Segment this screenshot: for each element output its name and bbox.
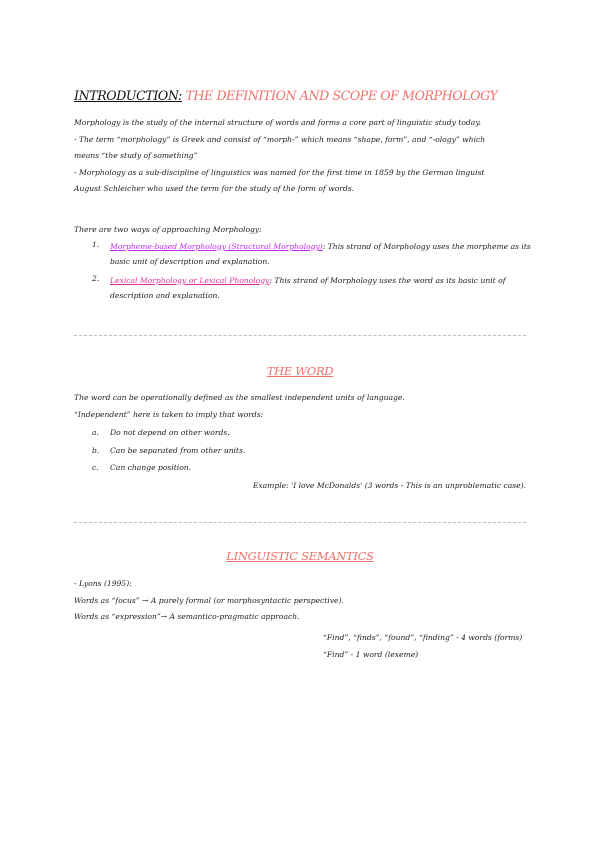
intro-heading-lead: INTRODUCTION: <box>74 88 182 103</box>
intro-line: - The term “morphology” is Greek and consist of “morph-” which means “shape, form”, and “-ology” which <box>74 134 486 144</box>
list-item-number: 1. <box>92 240 100 249</box>
semantics-line: - Lyons (1995): <box>74 579 132 588</box>
list-item-desc: : This strand of Morphology uses the morpheme as its basic unit of description and explanation. <box>110 242 531 266</box>
intro-heading <box>74 90 497 102</box>
intro-line: Morphology is the study of the internal structure of words and forms a core part of linguistic study today. <box>74 118 482 127</box>
semantics-line: Words as “focus” → A purely formal (or morphosyntactic perspective). <box>74 595 344 605</box>
semantics-paragraph <box>74 578 534 623</box>
list-item-marker: b. <box>92 445 100 455</box>
ways-intro <box>74 224 534 236</box>
list-item <box>92 462 245 474</box>
word-criteria-list <box>92 427 245 474</box>
list-item-marker: a. <box>92 428 99 437</box>
ways-intro-text: There are two ways of approaching Morphology: <box>74 225 262 234</box>
word-line: The word can be operationally defined as the smallest independent units of language. <box>74 393 405 402</box>
intro-line: means “the study of something” <box>74 151 198 160</box>
list-item-marker: c. <box>92 463 99 472</box>
list-item <box>92 273 532 303</box>
word-line: “Independent” here is taken to imply that words: <box>74 409 264 419</box>
word-heading <box>0 366 600 378</box>
intro-paragraph <box>74 117 534 195</box>
list-item-number: 2. <box>92 274 100 283</box>
semantics-forms-line: “Find”, “finds”, “found”, “finding” - 4 words (forms) <box>323 633 523 642</box>
list-item <box>92 239 532 269</box>
list-item-text <box>110 239 532 269</box>
word-example: Example: 'I love McDonalds' (3 words - This is an unproblematic case). <box>252 481 526 490</box>
list-item-text: Can change position. <box>110 463 192 472</box>
dashed-separator <box>74 335 526 336</box>
dashed-separator <box>74 522 526 523</box>
intro-heading-rest: THE DEFINITION AND SCOPE OF MORPHOLOGY <box>181 88 498 103</box>
list-item-text <box>110 273 532 303</box>
list-item <box>92 445 245 457</box>
list-item <box>92 427 245 439</box>
intro-line: - Morphology as a sub-discipline of linguistics was named for the first time in 1859 by the German linguist <box>74 167 485 177</box>
lexical-morphology-link[interactable]: Lexical Morphology or Lexical Phonology <box>110 276 270 285</box>
list-item-text: Do not depend on other words. <box>110 428 230 437</box>
semantics-forms-line: “Find” - 1 word (lexeme) <box>323 649 419 659</box>
word-paragraph <box>74 392 534 420</box>
semantics-line: Words as “expression”→ A semantico-pragmatic approach. <box>74 612 300 621</box>
word-heading-text: THE WORD <box>266 364 334 378</box>
semantics-heading <box>0 551 600 563</box>
list-item-desc: : This strand of Morphology uses the word as its basic unit of description and explanation. <box>110 276 506 300</box>
structural-morphology-link[interactable]: Morpheme-based Morphology (Structural Morphology) <box>110 242 323 251</box>
ways-list <box>92 239 532 305</box>
list-item-text: Can be separated from other units. <box>110 445 246 455</box>
semantics-heading-text: LINGUISTIC SEMANTICS <box>226 549 374 563</box>
intro-line: August Schleicher who used the term for the study of the form of words. <box>74 184 355 193</box>
semantics-forms <box>323 632 522 660</box>
